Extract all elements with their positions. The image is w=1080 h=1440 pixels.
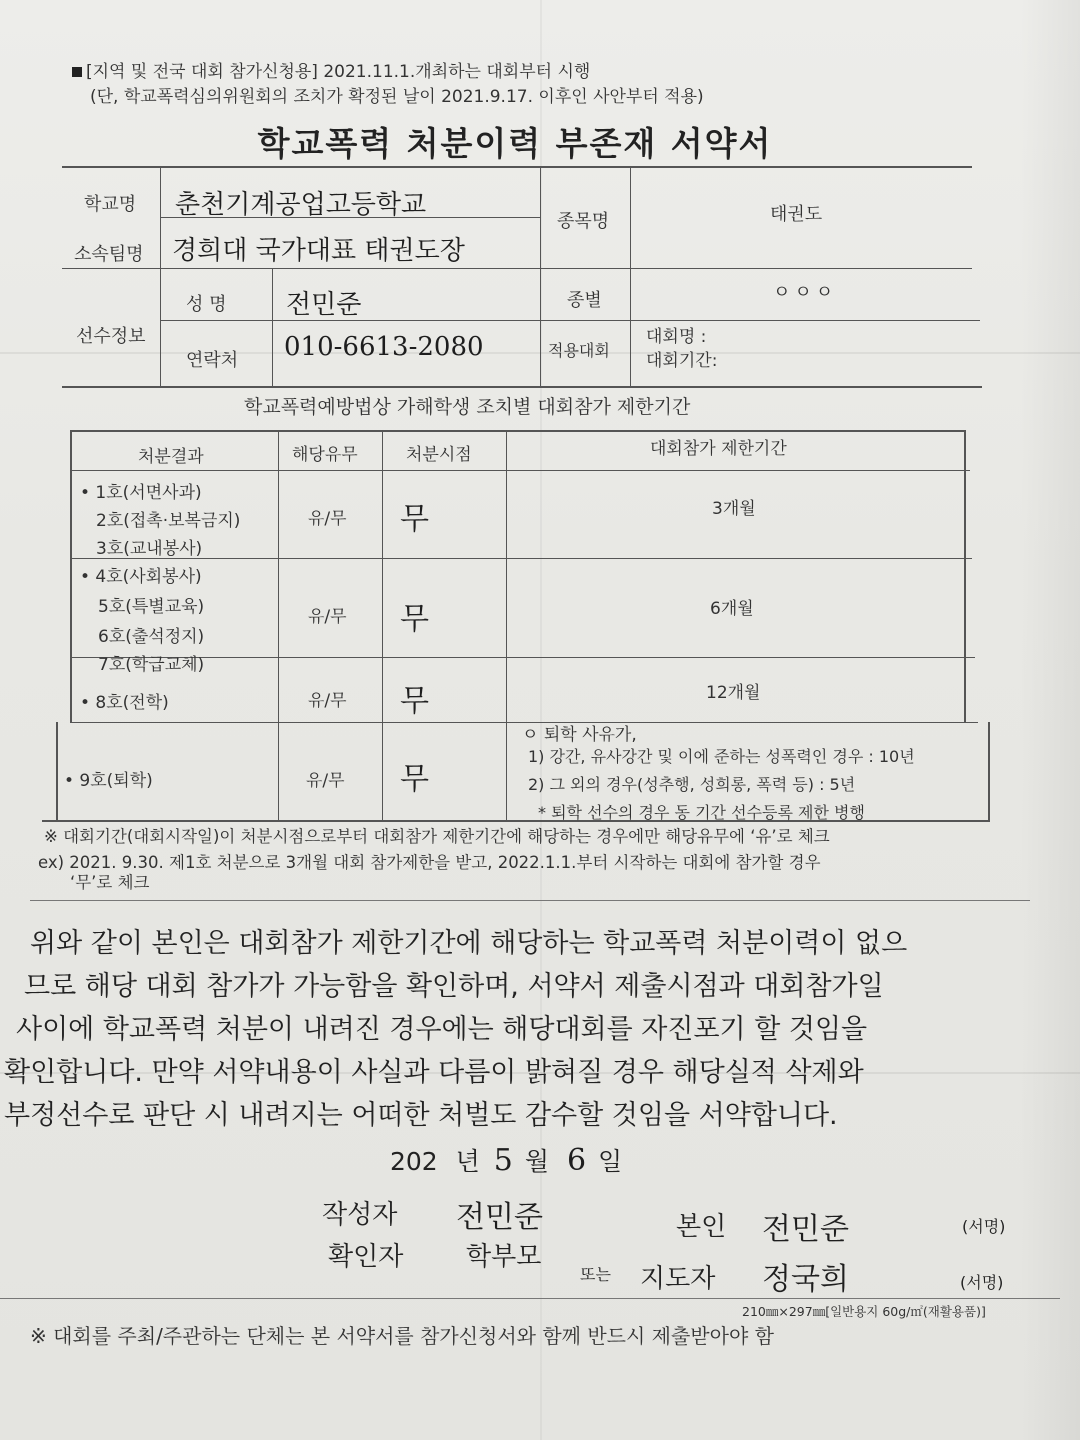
header-line-1: [지역 및 전국 대회 참가신청용] 2021.11.1.개최하는 대회부터 시행 <box>86 62 591 82</box>
row3-applicable: 유/무 <box>308 691 347 711</box>
info-table-border <box>62 268 972 269</box>
confirmer-label: 확인자 <box>328 1242 404 1272</box>
info-table-border <box>160 168 161 386</box>
paper-spec: 210㎜×297㎜[일반용지 60g/㎡(재활용품)] <box>742 1304 986 1319</box>
row4-timing: 무 <box>400 762 429 797</box>
header-note <box>72 60 704 110</box>
restriction-title: 학교폭력예방법상 가해학생 조치별 대회참가 제한기간 <box>244 396 691 418</box>
event-label: 종목명 <box>557 211 610 232</box>
footer-note: ※ 대회를 주최/주관하는 단체는 본 서약서를 참가신청서와 함께 반드시 제출받아야 함 <box>30 1324 774 1348</box>
name-value: 전민준 <box>286 290 362 320</box>
date-month: 5 <box>493 1143 513 1178</box>
team-value: 경희대 국가대표 태권도장 <box>172 236 465 266</box>
info-table-border <box>62 386 982 388</box>
coach-signature-stamp: (서명) <box>960 1273 1004 1292</box>
applied-competition-label: 적용대회 <box>548 341 610 360</box>
row2-applicable: 유/무 <box>308 607 347 627</box>
parent-label: 학부모 <box>466 1242 542 1272</box>
row4-period-case1: 1) 강간, 유사강간 및 이에 준하는 성폭력인 경우 : 10년 <box>528 747 915 766</box>
date-row <box>390 1142 622 1178</box>
school-label: 학교명 <box>84 194 137 215</box>
table-border <box>56 722 58 820</box>
table-border <box>506 430 507 820</box>
pledge-line-5: 부정선수로 판단 시 내려지는 어떠한 처벌도 감수할 것임을 서약합니다. <box>4 1100 838 1131</box>
note-line-3: ‘무’로 체크 <box>70 873 150 892</box>
event-value: 태권도 <box>770 204 823 225</box>
table-border <box>278 430 279 820</box>
contact-label: 연락처 <box>186 350 239 371</box>
note-line-2: ex) 2021. 9.30. 제1호 처분으로 3개월 대회 참가제한을 받고, 2022.1.1.부터 시작하는 대회에 참가할 경우 <box>38 853 821 872</box>
info-table-border <box>540 320 980 321</box>
coach-label: 지도자 <box>640 1264 716 1294</box>
date-year: 202 <box>390 1147 438 1176</box>
row4-period-note: * 퇴학 선수의 경우 동 기간 선수등록 제한 병행 <box>538 803 865 822</box>
info-table-border <box>272 268 273 386</box>
header-result: 처분결과 <box>138 447 204 467</box>
restriction-table <box>64 430 990 822</box>
table-border <box>964 430 966 722</box>
footer-divider <box>0 1298 1060 1299</box>
coach-signature: 정국희 <box>762 1262 849 1297</box>
team-label: 소속팀명 <box>74 244 144 265</box>
writer-label: 작성자 <box>322 1200 398 1230</box>
table-border <box>70 430 72 722</box>
header-line-2: (단, 학교폭력심의위원회의 조치가 확정된 날이 2021.9.17. 이후인 사안부터 적용) <box>90 87 704 107</box>
row2-item-4: 7호(학급교체) <box>98 655 205 675</box>
notes-divider <box>30 900 1030 901</box>
square-bullet-icon <box>72 67 82 77</box>
row1-item-3: 3호(교내봉사) <box>96 539 203 559</box>
table-border <box>988 722 990 820</box>
table-border <box>70 558 972 559</box>
header-period: 대회참가 제한기간 <box>650 439 787 459</box>
pledge-text <box>4 922 1080 1137</box>
document-title: 학교폭력 처분이력 부존재 서약서 <box>257 124 773 163</box>
or-label: 또는 <box>580 1265 611 1284</box>
row1-period: 3개월 <box>712 499 756 519</box>
row1-timing: 무 <box>400 502 429 537</box>
row2-item-3: 6호(출석정지) <box>98 627 205 647</box>
pledge-line-2: 므로 해당 대회 참가가 가능함을 확인하며, 서약서 제출시점과 대회참가일 <box>24 971 884 1002</box>
row1-item-1: • 1호(서면사과) <box>80 483 202 503</box>
row4-period-case2: 2) 그 외의 경우(성추행, 성희롱, 폭력 등) : 5년 <box>528 775 856 794</box>
row3-timing: 무 <box>400 684 429 719</box>
writer-signature: 전민준 <box>456 1200 543 1235</box>
category-value: ㅇㅇㅇ <box>773 282 838 303</box>
info-table-border <box>630 168 631 386</box>
school-value: 춘천기계공업고등학교 <box>175 190 427 220</box>
competition-period-label: 대회기간: <box>646 351 718 371</box>
self-signature: 전민준 <box>762 1212 849 1247</box>
row1-applicable: 유/무 <box>308 509 347 529</box>
paper-shadow <box>1020 0 1080 1440</box>
pledge-line-3: 사이에 학교폭력 처분이 내려진 경우에는 해당대회를 자진포기 할 것임을 <box>16 1014 868 1045</box>
row2-timing: 무 <box>400 602 429 637</box>
table-border <box>70 657 975 658</box>
table-border <box>382 430 383 820</box>
notes <box>38 824 830 896</box>
self-label: 본인 <box>676 1212 727 1242</box>
table-border <box>70 470 970 471</box>
info-table-border <box>62 166 972 168</box>
date-year-unit: 년 <box>455 1147 480 1176</box>
name-label: 성 명 <box>186 294 227 315</box>
row2-period: 6개월 <box>710 599 754 619</box>
row3-period: 12개월 <box>706 683 761 703</box>
info-table-border <box>540 168 541 386</box>
date-day-unit: 일 <box>597 1147 623 1176</box>
row4-item-1: • 9호(퇴학) <box>64 771 153 791</box>
header-timing: 처분시점 <box>406 445 472 465</box>
category-label: 종별 <box>567 290 602 311</box>
table-border <box>70 430 965 432</box>
self-signature-stamp: (서명) <box>962 1217 1006 1236</box>
row2-item-1: • 4호(사회봉사) <box>80 567 202 587</box>
row3-item-1: • 8호(전학) <box>80 693 169 713</box>
competition-name-label: 대회명 : <box>646 327 707 347</box>
date-month-unit: 월 <box>524 1147 549 1176</box>
athlete-info-label: 선수정보 <box>76 326 146 347</box>
note-line-1: ※ 대회기간(대회시작일)이 처분시점으로부터 대회참가 제한기간에 해당하는 경우에만 해당유무에 ‘유’로 체크 <box>44 827 830 846</box>
row1-item-2: 2호(접촉·보복금지) <box>96 511 241 531</box>
date-day: 6 <box>566 1143 587 1178</box>
pledge-line-4: 확인합니다. 만약 서약내용이 사실과 다름이 밝혀질 경우 해당실적 삭제와 <box>4 1057 864 1088</box>
row4-period-intro: ㅇ 퇴학 사유가, <box>522 725 637 745</box>
pledge-line-1: 위와 같이 본인은 대회참가 제한기간에 해당하는 학교폭력 처분이력이 없으 <box>30 928 908 959</box>
contact-value: 010-6613-2080 <box>284 332 484 362</box>
header-applicable: 해당유무 <box>292 445 358 465</box>
row2-item-2: 5호(특별교육) <box>98 597 205 617</box>
row4-applicable: 유/무 <box>306 771 345 791</box>
